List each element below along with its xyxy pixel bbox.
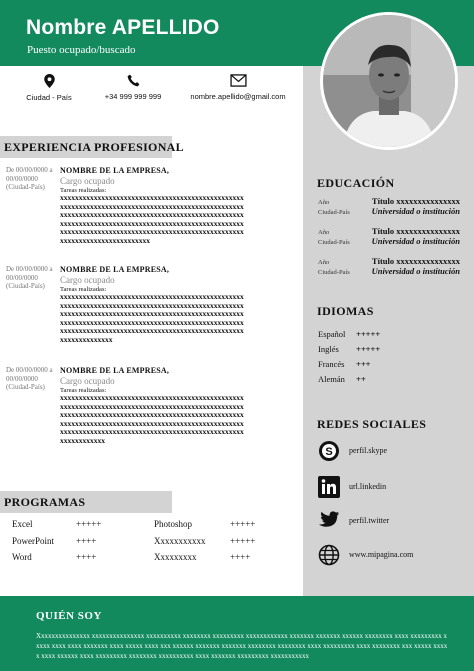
programs-heading: PROGRAMAS xyxy=(0,491,172,513)
contact-location xyxy=(26,74,72,102)
program-level: +++++ xyxy=(230,519,256,529)
globe-icon xyxy=(318,544,340,566)
language-level: +++ xyxy=(356,359,371,369)
job-role: Cargo ocupado xyxy=(60,275,115,285)
language-row xyxy=(318,344,381,354)
about-heading: QUIÉN SOY xyxy=(36,610,102,622)
program-level: ++++ xyxy=(76,536,97,546)
languages-heading: IDIOMAS xyxy=(317,304,374,318)
language-level: +++++ xyxy=(356,329,381,339)
education-place: Ciudad-País xyxy=(318,239,350,246)
person-name: Nombre APELLIDO xyxy=(26,16,220,39)
education-year: Año xyxy=(318,199,330,206)
language-row xyxy=(318,329,381,339)
education-degree: Título xxxxxxxxxxxxxxx xyxy=(371,226,460,236)
job-tasks-label: Tareas realizadas: xyxy=(60,187,107,194)
program-level: ++++ xyxy=(230,552,251,562)
education-institution: Universidad o institución xyxy=(371,206,460,216)
job-company: NOMBRE DE LA EMPRESA, xyxy=(60,366,170,375)
job-entry xyxy=(0,366,300,456)
language-row xyxy=(318,374,366,384)
job-tasks-label: Tareas realizadas: xyxy=(60,286,107,293)
job-dates: De 00/00/0000 a 00/00/0000 (Ciudad-País) xyxy=(6,366,53,391)
contact-location-text: Ciudad - País xyxy=(26,93,72,102)
language-name: Alemán xyxy=(318,374,345,384)
job-role: Cargo ocupado xyxy=(60,376,115,386)
language-name: Francés xyxy=(318,359,345,369)
job-entry xyxy=(0,265,300,355)
program-name: Xxxxxxxxxxx xyxy=(154,536,206,546)
language-row xyxy=(318,359,371,369)
education-degree: Título xxxxxxxxxxxxxxx xyxy=(371,256,460,266)
social-skype-text[interactable]: perfil.skype xyxy=(349,446,387,455)
job-tasks-label: Tareas realizadas: xyxy=(60,387,107,394)
education-heading: EDUCACIÓN xyxy=(317,176,395,190)
social-twitter-text[interactable]: perfil.twitter xyxy=(349,516,390,525)
program-level: +++++ xyxy=(230,536,256,546)
social-heading: REDES SOCIALES xyxy=(317,417,427,431)
contact-phone xyxy=(100,74,166,101)
envelope-icon xyxy=(230,74,247,87)
job-title: Puesto ocupado/buscado xyxy=(27,44,136,56)
program-name: Excel xyxy=(12,519,33,529)
job-dates: De 00/00/0000 a 00/00/0000 (Ciudad-País) xyxy=(6,265,53,290)
contact-phone-text: +34 999 999 999 xyxy=(104,92,162,101)
about-footer xyxy=(0,596,474,671)
phone-icon xyxy=(127,74,140,87)
job-role: Cargo ocupado xyxy=(60,176,115,186)
language-level: ++ xyxy=(356,374,366,384)
program-level: ++++ xyxy=(76,552,97,562)
job-dates: De 00/00/0000 a 00/00/0000 (Ciudad-País) xyxy=(6,166,53,191)
contact-email-text: nombre.apellido@gmail.com xyxy=(190,92,286,101)
education-institution: Universidad o institución xyxy=(371,236,460,246)
program-name: Xxxxxxxxx xyxy=(154,552,197,562)
job-company: NOMBRE DE LA EMPRESA, xyxy=(60,166,170,175)
education-degree: Título xxxxxxxxxxxxxxx xyxy=(371,196,460,206)
program-name: Word xyxy=(12,552,32,562)
about-text: Xxxxxxxxxxxxxxx xxxxxxxxxxxxxxx xxxxxxxxxx xxxxxxxx xxxxxxxxx xxxxxxxxxxxx xxxxxxx xxxxxxx xxxxxx xxxxxxxx xxxx xxxxxxxxx xxxxx xxxx xxxx xxxxxxx xxxx xxxxx xxxx xxx xxxxxx xxxxxxx xxxxxxx xxxxxxxx xxxxxxxx xxxx xxxxxxxxx xxxx xxxxxxxx xxx xxxxx xxxxx xxxx xxxxxx xxxx xxxxxxxxx xxxxxxxx xxxxxxxxxx xxxx xxxxxxx xxxxxxxxx xxxxxxxxxxx xyxy=(36,632,448,660)
program-name: PowerPoint xyxy=(12,536,55,546)
portrait-image xyxy=(323,15,455,147)
job-entry xyxy=(0,166,300,256)
location-pin-icon xyxy=(44,74,55,88)
contact-email xyxy=(188,74,288,101)
job-tasks: xxxxxxxxxxxxxxxxxxxxxxxxxxxxxxxxxxxxxxxxxxxxxxxxxxxxxxxxxxxxxxxxxxxxxxxxxxxxxxxxxxxxxxxxxxxxxxxxxxxxxxxxxxxxxxxxxxxxxxxxxxxxxxxxxxxxxxxxxxxxxxxxxxxxxxxxxxxxxxxxxxxxxxxxxxxxxxxxxxxxxxxxxxxxxxxxxxxxxxxxxxxxxxxxxxxxxxxxxxxxxxxxxxxxxxxxxxxxxxxxxxxxxxxxxxxxxxxxx xyxy=(60,393,244,445)
education-place: Ciudad-País xyxy=(318,269,350,276)
experience-heading: EXPERIENCIA PROFESIONAL xyxy=(0,136,172,158)
education-year: Año xyxy=(318,259,330,266)
education-place: Ciudad-País xyxy=(318,209,350,216)
program-name: Photoshop xyxy=(154,519,193,529)
program-level: +++++ xyxy=(76,519,102,529)
linkedin-icon xyxy=(318,476,340,498)
job-tasks: xxxxxxxxxxxxxxxxxxxxxxxxxxxxxxxxxxxxxxxxxxxxxxxxxxxxxxxxxxxxxxxxxxxxxxxxxxxxxxxxxxxxxxxxxxxxxxxxxxxxxxxxxxxxxxxxxxxxxxxxxxxxxxxxxxxxxxxxxxxxxxxxxxxxxxxxxxxxxxxxxxxxxxxxxxxxxxxxxxxxxxxxxxxxxxxxxxxxxxxxxxxxxxxxxxxxxxxxxxxxxxxxxxxxxxxxxxxxxxxxxxxxxxxxxxxxxxxxxxx xyxy=(60,292,244,344)
language-name: Inglés xyxy=(318,344,339,354)
language-level: +++++ xyxy=(356,344,381,354)
svg-text:S: S xyxy=(325,446,333,458)
profile-photo xyxy=(320,12,458,150)
social-website-text[interactable]: www.mipagina.com xyxy=(349,550,414,559)
skype-icon xyxy=(318,440,340,462)
education-institution: Universidad o institución xyxy=(371,266,460,276)
twitter-icon xyxy=(318,510,340,530)
education-year: Año xyxy=(318,229,330,236)
social-linkedin-text[interactable]: url.linkedin xyxy=(349,482,387,491)
job-company: NOMBRE DE LA EMPRESA, xyxy=(60,265,170,274)
language-name: Español xyxy=(318,329,346,339)
job-tasks: xxxxxxxxxxxxxxxxxxxxxxxxxxxxxxxxxxxxxxxxxxxxxxxxxxxxxxxxxxxxxxxxxxxxxxxxxxxxxxxxxxxxxxxxxxxxxxxxxxxxxxxxxxxxxxxxxxxxxxxxxxxxxxxxxxxxxxxxxxxxxxxxxxxxxxxxxxxxxxxxxxxxxxxxxxxxxxxxxxxxxxxxxxxxxxxxxxxxxxxxxxxxxxxxxxxxxxxxxxxxxxxxxxxxxxxxxxxxxxxxxxxxxxxxxxxxxxxxxxxxxxxxxxxxx xyxy=(60,193,244,245)
